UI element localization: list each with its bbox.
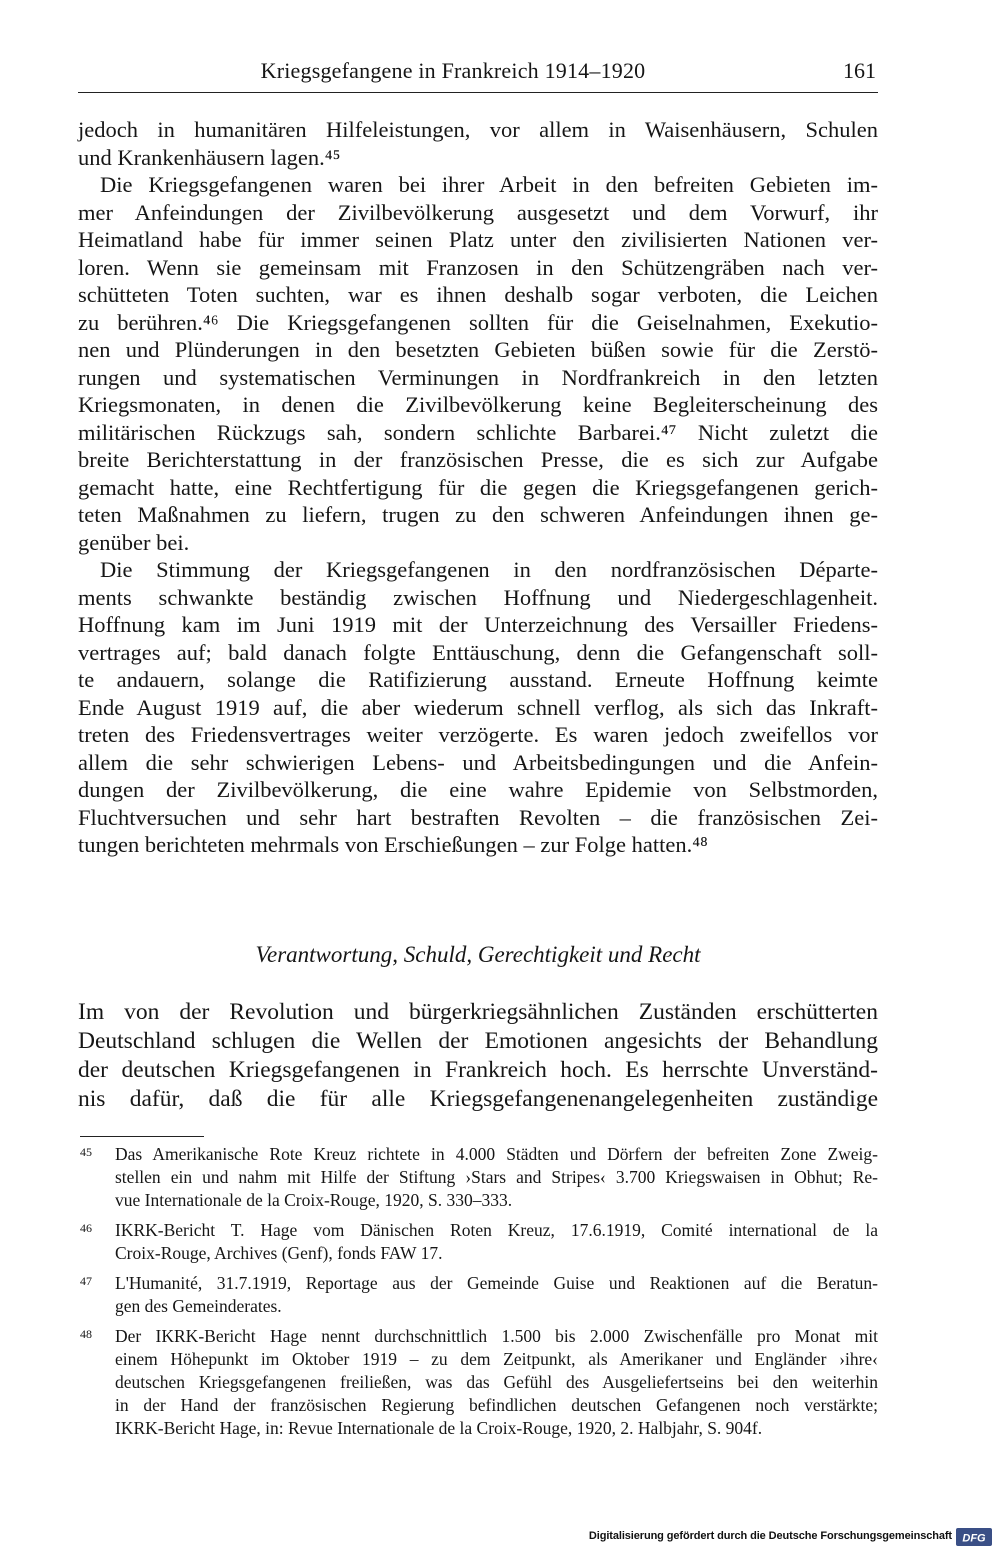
text-line: rungen und systematischen Verminungen in Nordfrankreich in den letzten [78, 364, 878, 390]
text-line: Deutschland schlugen die Wellen der Emotionen angesichts der Behandlung [78, 1028, 878, 1054]
footnote-48 [80, 1325, 878, 1440]
paragraph [78, 116, 878, 171]
text-line: dungen der Zivilbevölkerung, die eine wahre Epidemie von Selbstmorden, [78, 777, 878, 802]
footnote-line: Das Amerikanische Rote Kreuz richtete in 4.000 Städten und Dörfern der befreiten Zone Zweig- [115, 1144, 878, 1164]
footnote-line: vue Internationale de la Croix-Rouge, 1920, S. 330–333. [115, 1190, 513, 1210]
footnote-line: IKRK-Bericht T. Hage vom Dänischen Roten Kreuz, 17.6.1919, Comité international de la [115, 1220, 878, 1240]
text-line: schütteten Toten suchten, war es ihnen deshalb sogar verboten, die Leichen [78, 282, 878, 307]
footnote-line: IKRK-Bericht Hage, in: Revue Internationale de la Croix-Rouge, 1920, 2. Halbjahr, S. 904f. [115, 1418, 763, 1438]
footnote-number: 47 [80, 1274, 92, 1288]
text-line: zu berühren.⁴⁶ Die Kriegsgefangenen sollten für die Geiselnahmen, Exekutio- [78, 309, 878, 335]
text-line: Die Kriegsgefangenen waren bei ihrer Arbeit in den befreiten Gebieten im- [100, 172, 878, 197]
section-heading: Verantwortung, Schuld, Gerechtigkeit und Recht [255, 942, 701, 967]
footnote-line: L'Humanité, 31.7.1919, Reportage aus der Gemeinde Guise und Reaktionen auf die Beratun- [115, 1273, 878, 1293]
text-line: genüber bei. [78, 529, 190, 555]
section-body [78, 998, 878, 1114]
footnotes [80, 1143, 878, 1447]
footnote-line: deutschen Kriegsgefangenen freiließen, was das Gefühl des Ausgeliefertseins bei den weiterhin [115, 1372, 878, 1392]
footnote-line: einem Höhepunkt im Oktober 1919 – zu dem Zeitpunkt, als Amerikaner und Engländer ›ihre‹ [115, 1349, 878, 1369]
text-line: treten des Friedensvertrages weiter verzögerte. Es waren jedoch zweifellos vor [78, 722, 878, 747]
text-line: nen und Plünderungen in den besetzten Gebieten büßen sowie für die Zerstö- [78, 337, 878, 362]
running-title: Kriegsgefangene in Frankreich 1914–1920 [260, 58, 646, 83]
text-line: tungen berichteten mehrmals von Erschießungen – zur Folge hatten.⁴⁸ [78, 832, 708, 857]
text-line: ments schwankte beständig zwischen Hoffnung und Niedergeschlagenheit. [78, 584, 878, 610]
dfg-logo-icon [956, 1528, 992, 1546]
text-line: nis dafür, daß die für alle Kriegsgefangenenangelegenheiten zuständige [78, 1086, 878, 1112]
text-line: und Krankenhäusern lagen.⁴⁵ [78, 144, 341, 170]
footnote-number: 48 [80, 1327, 92, 1341]
text-line: breite Berichterstattung in der französischen Presse, die es sich zur Aufgabe [78, 447, 878, 472]
footnote-number: 45 [80, 1145, 92, 1159]
footnote-line: gen des Gemeinderates. [115, 1296, 282, 1316]
page-number: 161 [843, 58, 876, 83]
paragraph [78, 556, 878, 859]
text-line: Ende August 1919 auf, die aber wiederum schnell verflog, als sich das Inkraft- [78, 694, 878, 720]
running-header [78, 52, 878, 93]
footnote-line: in der Hand der französischen Regierung befindlichen deutschen Gefangenen noch verstärkte; [115, 1395, 878, 1415]
footnote-line: Croix-Rouge, Archives (Genf), fonds FAW 17. [115, 1243, 443, 1263]
text-line: Die Stimmung der Kriegsgefangenen in den nordfranzösischen Départe- [100, 557, 878, 582]
footnote-46 [80, 1219, 878, 1265]
footnote-47 [80, 1272, 878, 1318]
text-line: Heimatland habe für immer seinen Platz unter den zivilisierten Nationen ver- [78, 227, 878, 252]
text-line: Kriegsmonaten, in denen die Zivilbevölkerung keine Begleiterscheinung des [78, 392, 878, 417]
footnote-line: Der IKRK-Bericht Hage nennt durchschnittlich 1.500 bis 2.000 Zwischenfälle pro Monat mit [115, 1326, 878, 1346]
dfg-logo-text: DFG [962, 1532, 986, 1545]
text-line: loren. Wenn sie gemeinsam mit Franzosen in den Schützengräben nach ver- [78, 254, 878, 280]
text-line: Fluchtversuchen und sehr hart bestraften Revolten – die französischen Zei- [78, 804, 878, 830]
footnote-divider [80, 1136, 204, 1137]
body-text [78, 116, 878, 859]
text-line: Hoffnung kam im Juni 1919 mit der Unterzeichnung des Versailler Friedens- [78, 612, 878, 637]
text-line: allem die sehr schwierigen Lebens- und Arbeitsbedingungen und die Anfein- [78, 749, 878, 775]
footnote-number: 46 [80, 1221, 92, 1235]
paragraph [78, 171, 878, 556]
text-line: teten Maßnahmen zu liefern, trugen zu den schweren Anfeindungen ihnen ge- [78, 502, 878, 527]
text-line: gemacht hatte, eine Rechtfertigung für die gegen die Kriegsgefangenen gerich- [78, 474, 878, 500]
text-line: jedoch in humanitären Hilfeleistungen, vor allem in Waisenhäusern, Schulen [78, 117, 878, 142]
text-line: der deutschen Kriegsgefangenen in Frankreich hoch. Es herrschte Unverständ- [78, 1057, 878, 1083]
text-line: te andauern, solange die Ratifizierung ausstand. Erneute Hoffnung keimte [78, 667, 878, 692]
text-line: militärischen Rückzugs sah, sondern schlichte Barbarei.⁴⁷ Nicht zuletzt die [78, 419, 878, 445]
text-line: mer Anfeindungen der Zivilbevölkerung ausgesetzt und dem Vorwurf, ihr [78, 199, 878, 225]
footnote-line: stellen ein und nahm mit Hilfe der Stiftung ›Stars and Stripes‹ 3.700 Kriegswaisen in Obhut; Re- [115, 1167, 878, 1187]
digitization-note: Digitalisierung gefördert durch die Deutsche Forschungsgemeinschaft [588, 1530, 952, 1542]
footnote-45 [80, 1143, 878, 1212]
text-line: Im von der Revolution und bürgerkriegsähnlichen Zuständen erschütterten [78, 999, 878, 1025]
text-line: vertrages auf; bald danach folgte Enttäuschung, denn die Gefangenschaft soll- [78, 639, 878, 665]
